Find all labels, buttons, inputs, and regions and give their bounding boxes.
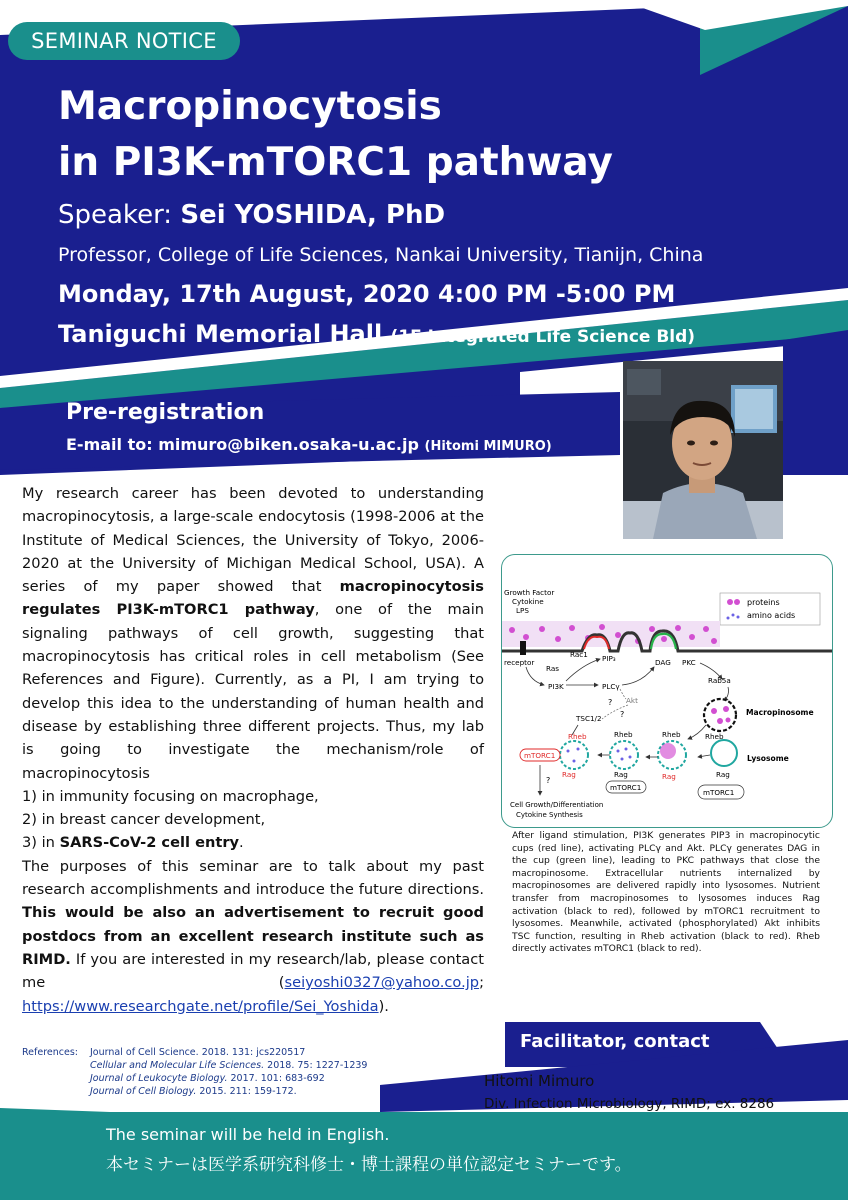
abstract-p2-bold: This would be also an advertisement to recruit good postdocs from an excellent research institute such as RIMD.	[22, 904, 484, 968]
label-rag-center: Rag	[614, 770, 628, 779]
stimulus-cytokine: Cytokine	[512, 597, 544, 606]
registration-email-line	[66, 435, 552, 454]
question-2: ?	[620, 710, 625, 719]
email-prefix: E-mail to:	[66, 435, 159, 454]
reference-journal: Journal of Cell Science.	[90, 1047, 199, 1058]
reference-row	[22, 1072, 402, 1085]
label-ras: Ras	[546, 664, 559, 673]
footer-teal-left	[0, 1108, 110, 1112]
abstract-paragraph-1	[22, 482, 484, 785]
label-rheb-active: Rheb	[568, 732, 587, 741]
speaker-prefix: Speaker:	[58, 200, 181, 230]
facilitator-department: Div. Infection Microbiology, RIMD; ex. 8286	[484, 1096, 775, 1112]
label-mtorc1-active: mTORC1	[524, 751, 556, 760]
label-rag-active: Rag	[562, 770, 576, 779]
label-tsc: TSC1/2	[576, 714, 602, 723]
reference-details: 2018. 131: jcs220517	[198, 1047, 306, 1058]
label-rheb-lysosome: Rheb	[705, 732, 724, 741]
figure-caption: After ligand stimulation, PI3K generates PIP3 in macropinocytic cups (red line), activating PLCγ and Akt. PLCγ generates DAG in the cup (green line), leading to PKC pathways that close the macropinosome. Extracellular nutrients internalized by macropinosomes are delivered rapidly into lysosomes. Nutrient transfer from macropinosomes to lysosomes induces Rag activation (black to red), followed by mTORC1 recruitment to lysosomes. Meanwhile, activated (phosphorylated) Akt inhibits TSC function, resulting in Rheb activation (black to red). Rheb directly activates mTORC1 (black to red).	[512, 830, 820, 955]
label-rheb-center: Rheb	[614, 730, 633, 739]
project-item-1: 1) in immunity focusing on macrophage,	[22, 787, 319, 805]
researchgate-profile-link[interactable]: https://www.researchgate.net/profile/Sei_Yoshida	[22, 997, 379, 1015]
extracellular-space	[502, 621, 720, 647]
legend-proteins: proteins	[747, 598, 780, 607]
abstract-p2-c: ;	[479, 974, 484, 992]
reference-journal: Journal of Cell Biology.	[90, 1086, 197, 1097]
question-3: ?	[546, 776, 551, 785]
label-pi3k: PI3K	[548, 682, 564, 691]
reference-details: 2015. 211: 159-172.	[196, 1086, 297, 1097]
stimulus-growth-factor: Growth Factor	[504, 588, 555, 597]
reference-row	[22, 1046, 402, 1059]
label-lysosome: Lysosome	[747, 754, 789, 763]
label-plcg: PLCγ	[602, 682, 620, 691]
macropinosome-shape	[704, 699, 736, 731]
seminar-notice-badge: SEMINAR NOTICE	[8, 22, 240, 60]
pre-registration-heading: Pre-registration	[66, 400, 265, 425]
label-mtorc1-free: mTORC1	[703, 788, 735, 797]
right-navy-strip	[783, 330, 848, 475]
facilitator-heading: Facilitator, contact	[520, 1031, 710, 1052]
references-label: References:	[22, 1047, 78, 1058]
label-macropinosome: Macropinosome	[746, 708, 814, 717]
title-line-1: Macropinocytosis	[58, 84, 442, 129]
abstract-text	[22, 482, 484, 1018]
registration-email-link[interactable]: mimuro@biken.osaka-u.ac.jp	[158, 435, 419, 454]
project-item-2: 2) in breast cancer development,	[22, 811, 266, 829]
label-pip3: PIP₃	[602, 654, 616, 663]
references	[22, 1046, 402, 1098]
item3-suffix: .	[239, 834, 244, 852]
label-akt: Akt	[626, 696, 638, 705]
item3-prefix: 3) in	[22, 834, 60, 852]
stimulus-lps: LPS	[516, 606, 529, 615]
abstract-p1-b: , one of the main signaling pathways of cell growth, suggesting that macropinocytosis has critical roles in cell metabolism (See References and Figure). Currently, as a PI, I am trying to develop this idea to the understanding of human health and disease by establishing three different projects. Thus, my lab is going to investigate the mechanism/role of macropinocytosis	[22, 601, 484, 782]
abstract-paragraph-2	[22, 855, 484, 1018]
reference-details: 2018. 75: 1227-1239	[264, 1060, 368, 1071]
label-cytokine-synthesis: Cytokine Synthesis	[516, 811, 583, 819]
reference-row	[22, 1059, 402, 1072]
label-mtorc1-center: mTORC1	[610, 783, 642, 792]
speaker-photo	[623, 361, 783, 539]
project-item-3	[22, 831, 484, 854]
label-rab5a: Rab5a	[708, 676, 731, 685]
footer-credit-note: 本セミナーは医学系研究科修士・博士課程の単位認定セミナーです。	[106, 1155, 632, 1175]
abstract-p2-a: The purposes of this seminar are to talk about my past research accomplishments and introduce the future directions.	[22, 857, 484, 899]
venue-name: Taniguchi Memorial Hall	[58, 320, 383, 348]
reference-row	[22, 1085, 402, 1098]
receptor-shape	[520, 641, 526, 655]
label-dag: DAG	[655, 658, 671, 667]
reference-journal: Journal of Leukocyte Biology.	[90, 1073, 228, 1084]
label-rheb-merge: Rheb	[662, 730, 681, 739]
footer-language-note: The seminar will be held in English.	[106, 1125, 390, 1144]
pathway-figure	[501, 554, 833, 828]
abstract-p1-bold: macropinocytosis regulates PI3K-mTORC1 pathway	[22, 578, 484, 619]
reference-journal: Cellular and Molecular Life Sciences.	[90, 1060, 265, 1071]
pathway-diagram	[502, 555, 832, 827]
label-rac1: Rac1	[570, 650, 588, 659]
question-1: ?	[608, 698, 613, 707]
speaker-affiliation: Professor, College of Life Sciences, Nankai University, Tianijn, China	[58, 244, 704, 266]
facilitator-name: Hitomi Mimuro	[484, 1072, 595, 1090]
reference-details: 2017. 101: 683-692	[227, 1073, 325, 1084]
label-cell-growth: Cell Growth/Differentiation	[510, 801, 604, 809]
seminar-date: Monday, 17th August, 2020 4:00 PM -5:00 PM	[58, 280, 676, 308]
title-line-2: in PI3K-mTORC1 pathway	[58, 140, 613, 185]
item3-bold: SARS-CoV-2 cell entry	[59, 834, 240, 852]
contact-email-link[interactable]: seiyoshi0327@yahoo.co.jp	[284, 974, 480, 992]
legend-amino-acids: amino acids	[747, 611, 796, 620]
seminar-venue	[58, 320, 695, 348]
label-rag-lysosome: Rag	[716, 770, 730, 779]
abstract-p1-a: My research career has been devoted to understanding macropinocytosis, a large-scale endocytosis (1998-2006 at the Institute of Medical Sciences, the University of Tokyo, 2006-2020 at the University of Michigan Medical School, USA). A series of my paper showed that	[22, 485, 484, 596]
speaker-line	[58, 200, 445, 230]
abstract-p2-d: ).	[378, 997, 389, 1015]
venue-detail: (1F Integrated Life Science Bld)	[390, 327, 696, 347]
speaker-name: Sei YOSHIDA, PhD	[180, 200, 446, 230]
abstract-p2-b: If you are interested in my research/lab, please contact me (	[22, 950, 484, 992]
label-rag-merge: Rag	[662, 772, 676, 781]
label-receptor: receptor	[504, 658, 535, 667]
registration-contact-name: (Hitomi MIMURO)	[424, 439, 552, 454]
label-pkc: PKC	[682, 658, 696, 667]
lysosome-shape	[711, 740, 737, 766]
